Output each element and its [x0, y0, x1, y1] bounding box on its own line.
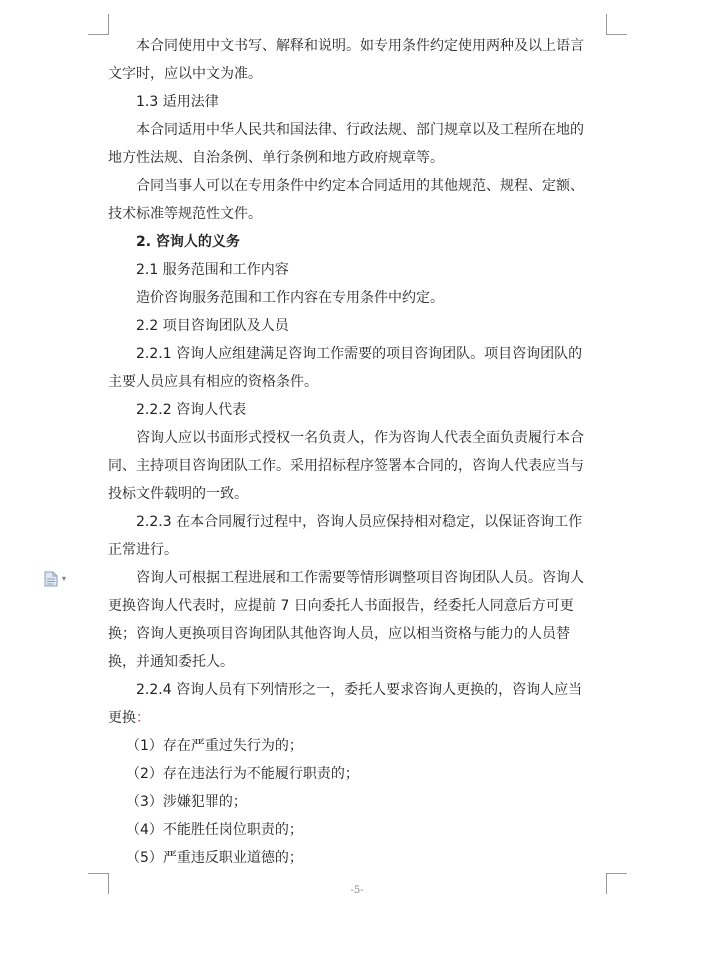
list-item: （4）不能胜任岗位职责的；	[126, 822, 303, 838]
paragraph-line: 本合同适用中华人民共和国法律、行政法规、部门规章以及工程所在地的	[136, 122, 584, 138]
page-number: -5-	[350, 885, 364, 896]
list-item: （1）存在严重过失行为的；	[126, 738, 303, 754]
paragraph-line: 咨询人应以书面形式授权一名负责人，作为咨询人代表全面负责履行本合	[136, 430, 584, 446]
paragraph-line: 本合同使用中文书写、解释和说明。如专用条件约定使用两种及以上语言	[136, 38, 584, 54]
highlighted-colon: ：	[136, 710, 150, 726]
corner-mark-top-right	[606, 14, 627, 35]
paragraph-text: 更换	[108, 710, 136, 726]
list-item: （2）存在违法行为不能履行职责的；	[126, 766, 359, 782]
paragraph-line: 地方性法规、自治条例、单行条例和地方政府规章等。	[108, 150, 444, 166]
section-heading: 1.3 适用法律	[136, 94, 219, 110]
list-item: （5）严重违反职业道德的；	[126, 850, 303, 866]
paragraph-line: 2.2.3 在本合同履行过程中，咨询人员应保持相对稳定，以保证咨询工作	[136, 514, 583, 530]
section-heading: 2.2 项目咨询团队及人员	[136, 318, 289, 334]
paragraph-line: 换；咨询人更换项目咨询团队其他咨询人员，应以相当资格与能力的人员替	[108, 626, 570, 642]
list-item: （3）涉嫌犯罪的；	[126, 794, 247, 810]
paragraph-menu-button[interactable]	[44, 570, 76, 588]
paragraph-line: 主要人员应具有相应的资格条件。	[108, 374, 318, 390]
paragraph-line: 2.2.4 咨询人员有下列情形之一，委托人要求咨询人更换的，咨询人应当	[136, 682, 583, 698]
paragraph-line: 正常进行。	[108, 542, 178, 558]
paragraph-line: 合同当事人可以在专用条件中约定本合同适用的其他规范、规程、定额、	[136, 178, 584, 194]
caret-down-icon: ▾	[62, 574, 67, 583]
paragraph-line: 技术标准等规范性文件。	[108, 206, 262, 222]
paragraph-line: 投标文件载明的一致。	[108, 486, 248, 502]
document-icon	[44, 571, 58, 587]
section-heading: 2.1 服务范围和工作内容	[136, 262, 289, 278]
paragraph-line: 换，并通知委托人。	[108, 654, 234, 670]
paragraph-line: 2.2.1 咨询人应组建满足咨询工作需要的项目咨询团队。项目咨询团队的	[136, 346, 583, 362]
paragraph-line: 咨询人可根据工程进展和工作需要等情形调整项目咨询团队人员。咨询人	[136, 570, 584, 586]
paragraph-line: 更换咨询人代表时，应提前 7 日向委托人书面报告，经委托人同意后方可更	[108, 598, 574, 614]
section-heading: 2.2.2 咨询人代表	[136, 402, 247, 418]
paragraph-line: 文字时，应以中文为准。	[108, 66, 262, 82]
paragraph-line: 造价咨询服务范围和工作内容在专用条件中约定。	[136, 290, 444, 306]
paragraph-line: 同、主持项目咨询团队工作。采用招标程序签署本合同的，咨询人代表应当与	[108, 458, 584, 474]
paragraph-line	[108, 709, 150, 727]
chapter-heading: 2. 咨询人的义务	[136, 234, 240, 250]
corner-mark-top-left	[88, 14, 109, 35]
